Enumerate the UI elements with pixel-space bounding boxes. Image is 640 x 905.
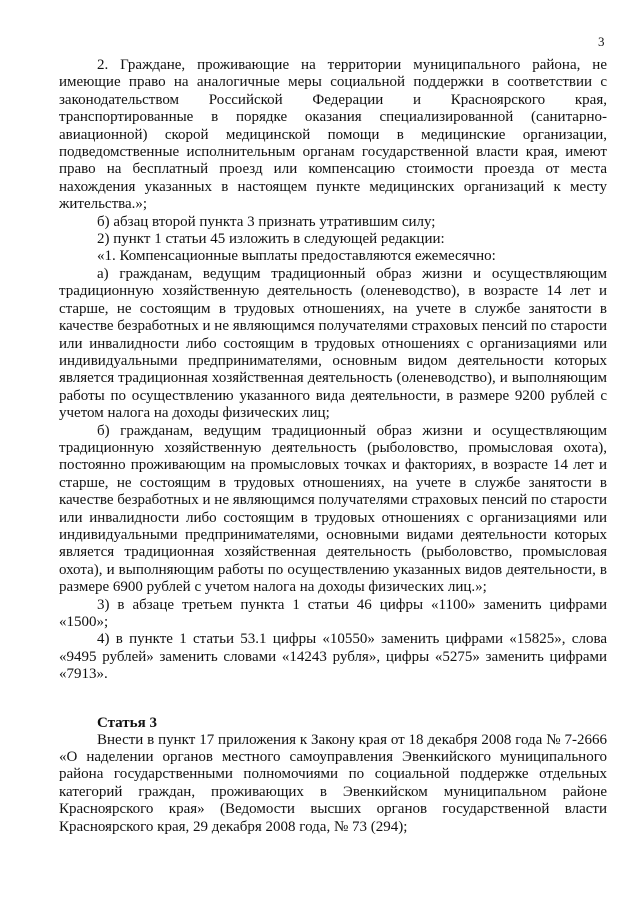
paragraph-subitem-a-reindeer: а) гражданам, ведущим традиционный образ жизни и осуществляющим традиционную хозяйственную деятельность (оленеводство), в возрасте 14 лет и старше, не состоящим в трудовых отношениях, на учете в службе занятости в качестве безработных и не являющимся получателями страховых пенсий по старости или инвалидности либо состоящим в трудовых отношениях с организациями или индивидуальными предпринимателями, основным видом деятельности которых является традиционная хозяйственная деятельность (оленеводство), и выполняющим работы по осуществлению указанного вида деятельности, в размере 9200 рублей с учетом налога на доходы физических лиц; (59, 265, 607, 422)
paragraph-item-2-article-45: 2) пункт 1 статьи 45 изложить в следующей редакции: (97, 231, 445, 248)
document-body (59, 57, 607, 836)
paragraph-item-2-citizens: 2. Граждане, проживающие на территории муниципального района, не имеющие право на аналогичные меры социальной поддержки в соответствии с законодательством Российской Федерации и Красноярского края, транспортированные в порядке оказания специализированной (санитарно-авиационной) скорой медицинской помощи в медицинские организации, подведомственные исполнительным органам государственной власти края, имеют право на бесплатный проезд или компенсацию стоимости проезда от места нахождения указанных в настоящем пункте медицинских организаций к месту жительства.»; (59, 57, 607, 213)
paragraph-subitem-b-void: б) абзац второй пункта 3 признать утратившим силу; (97, 213, 436, 230)
paragraph-item-4-article-53-1: 4) в пункте 1 статьи 53.1 цифры «10550» заменить цифрами «15825», слова «9495 рублей» заменить словами «14243 рубля», цифры «5275» заменить цифрами «7913». (59, 631, 607, 683)
paragraph-subitem-b-fishing: б) гражданам, ведущим традиционный образ жизни и осуществляющим традиционную хозяйственную деятельность (рыболовство, промысловая охота), постоянно проживающим на промысловых точках и факториях, в возрасте 14 лет и старше, не состоящим в трудовых отношениях, на учете в службе занятости в качестве безработных и не являющимся получателями страховых пенсий по старости или инвалидности либо состоящим в трудовых отношениях с организациями или индивидуальными предпринимателями, основными видами деятельности которых является традиционная хозяйственная деятельность (рыболовство, промысловая охота), и выполняющим работы по осуществлению указанных видов деятельности, в размере 6900 рублей с учетом налога на доходы физических лиц.»; (59, 422, 607, 596)
article-heading: Статья 3 (97, 714, 157, 731)
paragraph-item-3-article-46: 3) в абзаце третьем пункта 1 статьи 46 цифры «1100» заменить цифрами «1500»; (59, 596, 607, 630)
page-number: 3 (598, 34, 605, 49)
paragraph-compensation-intro: «1. Компенсационные выплаты предоставляются ежемесячно: (97, 248, 496, 265)
article-paragraph: Внести в пункт 17 приложения к Закону края от 18 декабря 2008 года № 7-2666 «О наделении органов местного самоуправления Эвенкийского муниципального района государственными полномочиями по социальной поддержке отдельных категорий граждан, проживающих в Эвенкийском муниципальном районе Красноярского края» (Ведомости высших органов государственной власти Красноярского края, 29 декабря 2008 года, № 73 (294); (59, 731, 607, 835)
